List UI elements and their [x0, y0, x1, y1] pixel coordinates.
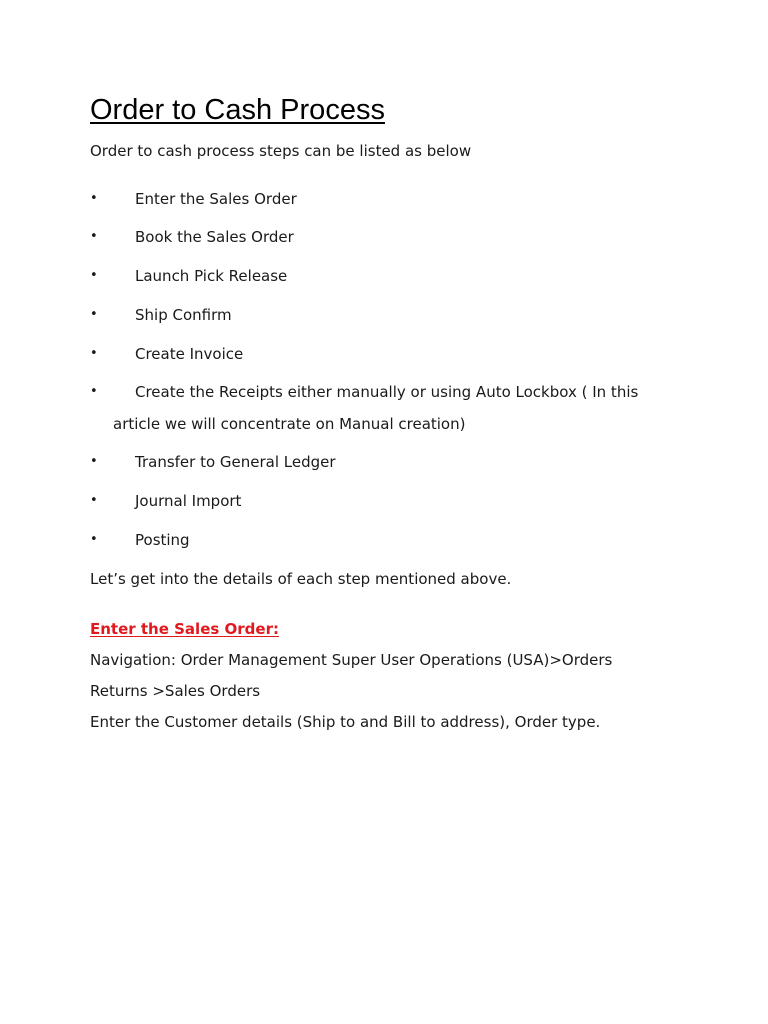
bullet-icon: • [90, 493, 98, 508]
outro-paragraph: Let’s get into the details of each step mentioned above. [90, 570, 512, 588]
list-item-continuation: article we will concentrate on Manual creation) [113, 415, 466, 433]
bullet-icon: • [90, 454, 98, 469]
bullet-icon: • [90, 384, 98, 399]
customer-details-paragraph: Enter the Customer details (Ship to and Bill to address), Order type. [90, 713, 601, 731]
list-item-text: Book the Sales Order [135, 228, 294, 246]
list-item-text: Posting [135, 531, 190, 549]
list-item-text: Transfer to General Ledger [135, 453, 336, 471]
bullet-icon: • [90, 268, 98, 283]
list-item-text: Create the Receipts either manually or using Auto Lockbox ( In this [135, 383, 639, 401]
list-item-text: Enter the Sales Order [135, 190, 297, 208]
bullet-icon: • [90, 532, 98, 547]
page-title: Order to Cash Process [90, 94, 385, 126]
section-heading-enter-sales-order: Enter the Sales Order: [90, 620, 279, 638]
bullet-icon: • [90, 191, 98, 206]
intro-paragraph: Order to cash process steps can be listed as below [90, 142, 472, 160]
bullet-icon: • [90, 346, 98, 361]
list-item-text: Journal Import [135, 492, 242, 510]
list-item-text: Create Invoice [135, 345, 244, 363]
list-item-text: Ship Confirm [135, 306, 232, 324]
navigation-line-2: Returns >Sales Orders [90, 682, 261, 700]
navigation-line-1: Navigation: Order Management Super User Operations (USA)>Orders [90, 651, 613, 669]
bullet-icon: • [90, 307, 98, 322]
bullet-icon: • [90, 229, 98, 244]
list-item-text: Launch Pick Release [135, 267, 288, 285]
